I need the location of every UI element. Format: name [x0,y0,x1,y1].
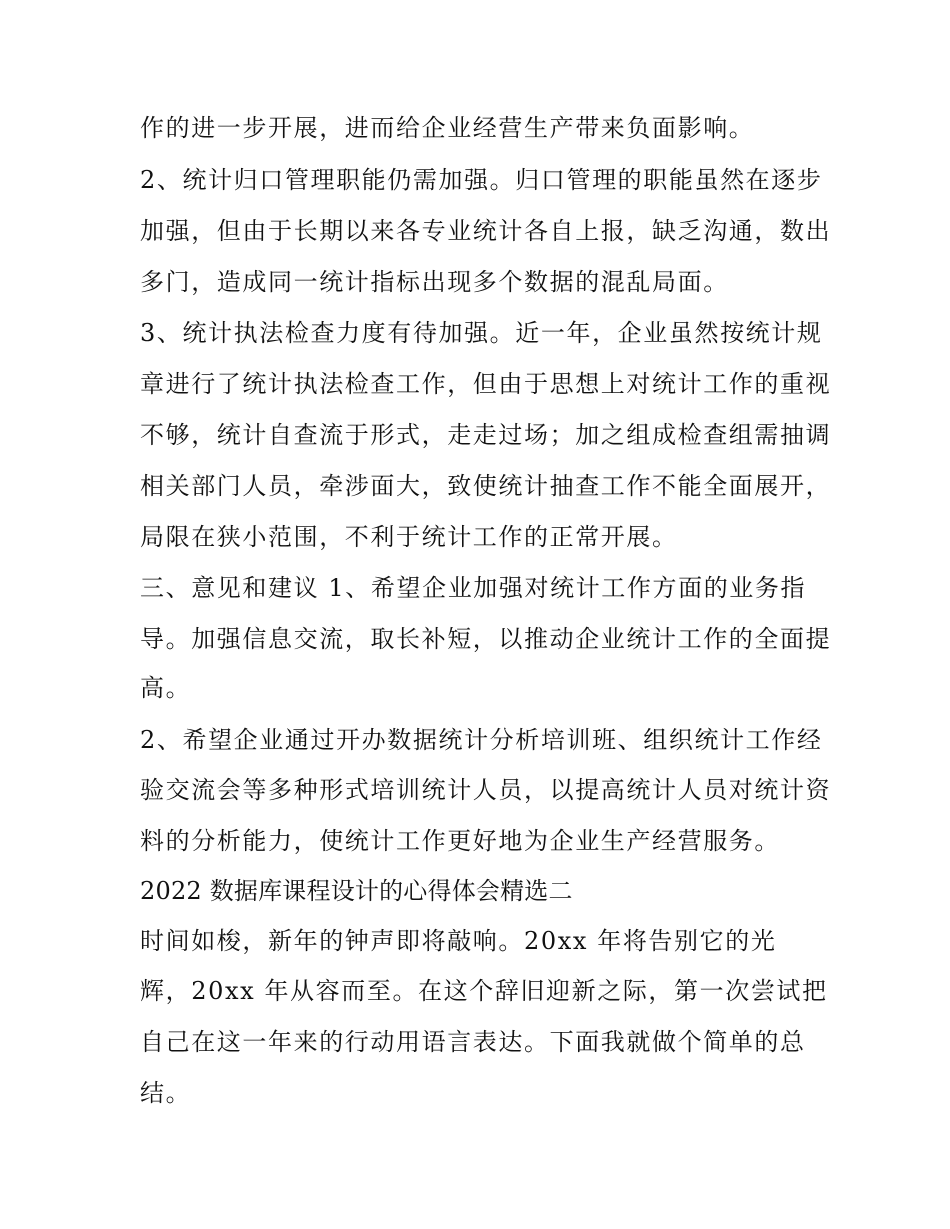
text-line: 辉，20xx 年从容而至。在这个辞旧迎新之际，第一次尝试把 [140,977,828,1005]
text-line: 导。加强信息交流，取长补短，以推动企业统计工作的全面提 [140,625,832,653]
text-line: 高。 [140,674,192,702]
text-line: 局限在狭小范围，不利于统计工作的正常开展。 [140,523,678,551]
text-line: 不够，统计自查流于形式，走走过场；加之组成检查组需抽调 [140,421,832,449]
text-line: 相关部门人员，牵涉面大，致使统计抽查工作不能全面展开， [140,472,832,500]
text-line: 结。 [140,1079,192,1107]
text-line: 多门，造成同一统计指标出现多个数据的混乱局面。 [140,268,729,296]
text-line: 作的进一步开展，进而给企业经营生产带来负面影响。 [140,114,755,142]
text-line: 2、希望企业通过开办数据统计分析培训班、组织统计工作经 [140,726,823,754]
text-line: 时间如梭，新年的钟声即将敲响。20xx 年将告别它的光 [140,927,777,955]
text-line: 三、意见和建议 1、希望企业加强对统计工作方面的业务指 [140,574,807,602]
text-line: 验交流会等多种形式培训统计人员，以提高统计人员对统计资 [140,776,832,804]
section-title: 2022 数据库课程设计的心得体会精选二 [140,877,573,905]
text-line: 料的分析能力，使统计工作更好地为企业生产经营服务。 [140,827,780,855]
text-line: 自己在这一年来的行动用语言表达。下面我就做个简单的总 [140,1028,806,1056]
text-line: 2、统计归口管理职能仍需加强。归口管理的职能虽然在逐步 [140,166,823,194]
text-line: 3、统计执法检查力度有待加强。近一年，企业虽然按统计规 [140,319,823,347]
text-line: 章进行了统计执法检查工作，但由于思想上对统计工作的重视 [140,370,832,398]
text-line: 加强，但由于长期以来各专业统计各自上报，缺乏沟通，数出 [140,217,832,245]
